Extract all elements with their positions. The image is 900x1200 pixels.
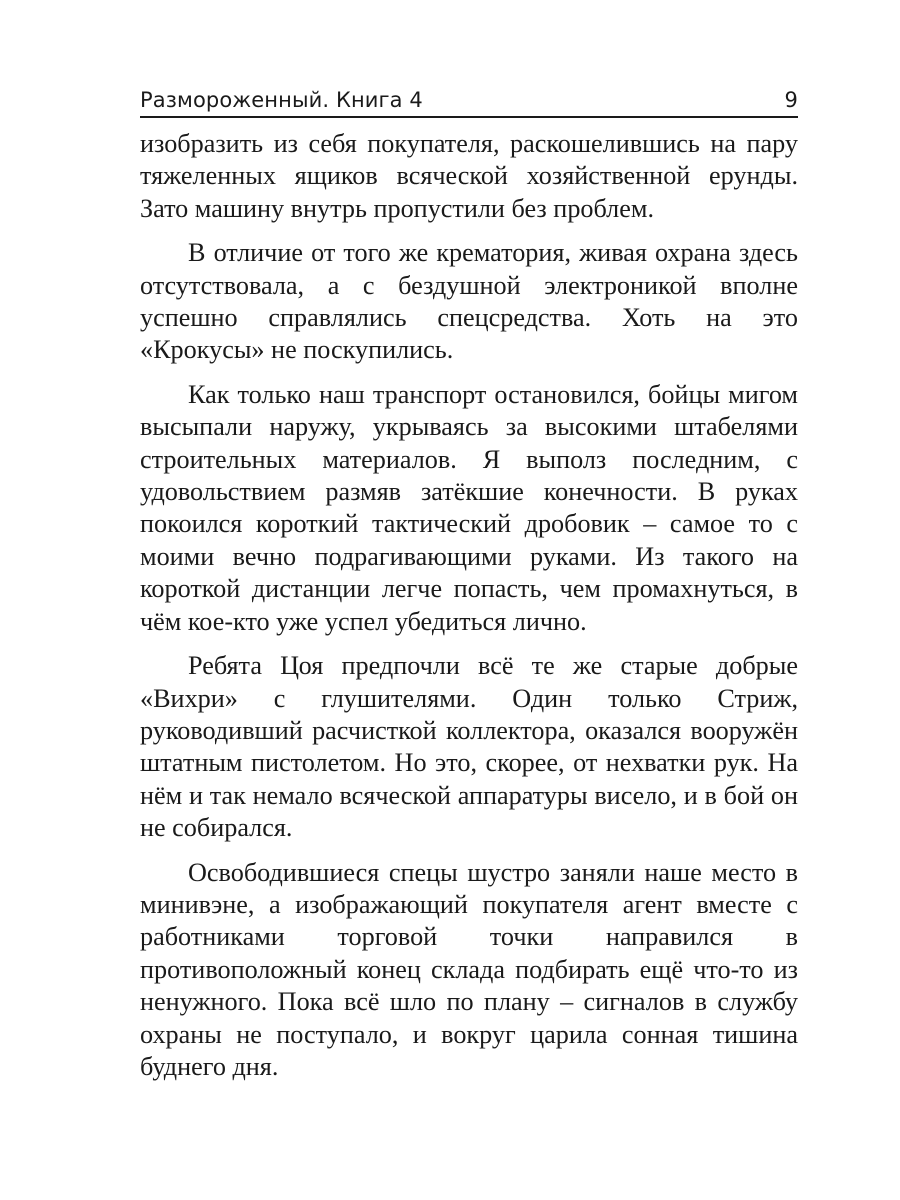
paragraph: Как только наш транспорт остановился, бойцы мигом высыпали наружу, укрываясь за высокими штабелями строительных материалов. Я выполз последним, с удовольствием размяв затёкшие конечности. В руках покоился короткий тактический дробовик – самое то с моими вечно подрагивающими руками. Из такого на короткой дистанции легче попасть, чем промахнуться, в чём кое-кто уже успел убедиться лично.	[140, 379, 798, 636]
paragraph: Освободившиеся спецы шустро заняли наше место в минивэне, а изображающий покупателя агент вместе с работниками торговой точки направился в противоположный конец склада подбирать ещё что-то из ненужного. Пока всё шло по плану – сигналов в службу охраны не поступало, и вокруг царила сонная тишина буднего дня.	[140, 857, 798, 1081]
paragraph: Ребята Цоя предпочли всё те же старые добрые «Вихри» с глушителями. Один только Стриж, руководивший расчисткой коллектора, оказался вооружён штатным пистолетом. Но это, скорее, от нехватки рук. На нём и так немало всяческой аппаратуры висело, и в бой он не собирался.	[140, 651, 798, 843]
book-title: Размороженный. Книга 4	[140, 88, 423, 112]
header-rule	[140, 116, 798, 118]
paragraph-continued: изобразить из себя покупателя, раскошелившись на пару тяжеленных ящиков всяческой хозяйственной ерунды. Зато машину внутрь пропустили без проблем.	[140, 129, 798, 223]
paragraph: В отличие от того же крематория, живая охрана здесь отсутствовала, а с бездушной электроникой вполне успешно справлялись спецсредства. Хоть на это «Крокусы» не поскупились.	[140, 238, 798, 365]
running-header	[140, 78, 798, 116]
page-number: 9	[784, 88, 798, 112]
body-text	[140, 128, 798, 1083]
book-page	[140, 78, 798, 1095]
